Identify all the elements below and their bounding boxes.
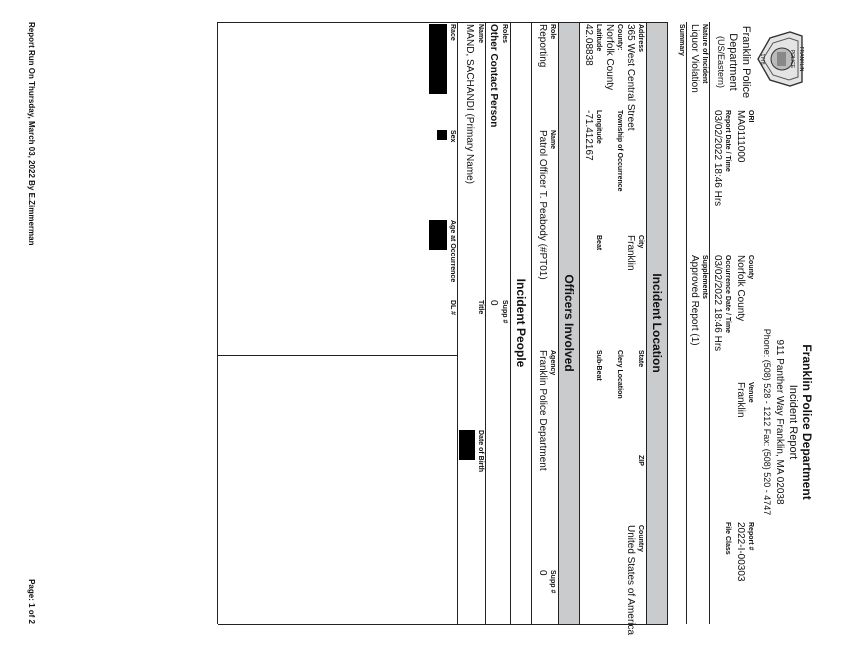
occurrence-datetime-label: Occurrence Date / Time — [724, 255, 731, 334]
clery-location-label: Clery Location — [616, 350, 623, 399]
age-redaction — [429, 220, 447, 250]
side-dept-line2: Department — [727, 33, 739, 91]
report-datetime-value: 03/02/2022 18:46 Hrs — [712, 110, 723, 207]
people-name-value: MAND, SACHANDI (Primary Name) — [464, 24, 475, 185]
nature-label: Nature of Incident — [701, 24, 708, 84]
location-county-value: Norfolk County — [604, 24, 615, 91]
nature-value: Liquor Violation — [689, 24, 700, 93]
officer-supp-label: Supp # — [549, 570, 556, 594]
frame-bottom — [217, 22, 218, 624]
address-label: Address — [637, 24, 644, 53]
address-value: 365 West Central Street — [625, 24, 636, 131]
people-title-label: Title — [477, 300, 484, 315]
side-dept-line1: Franklin Police — [740, 25, 752, 99]
report-number-label: Report # — [747, 522, 754, 551]
report-run-on: Report Run On Thursday, March 03, 2022 By E.Zimmerman — [27, 22, 36, 246]
officers-title: Officers Involved — [562, 274, 576, 372]
occurrence-datetime-value: 03/02/2022 18:46 Hrs — [712, 255, 723, 352]
dl-label: DL # — [449, 300, 456, 316]
divider-summary — [686, 22, 687, 624]
latitude-label: Latitude — [595, 24, 602, 52]
file-class-label: File Class — [724, 522, 731, 555]
ori-label: ORI — [747, 110, 754, 123]
department-address: 911 Panther Way Franklin, MA 02038 — [774, 339, 785, 505]
seal-text-top: FRANKLIN — [798, 46, 804, 72]
divider-people-name — [485, 22, 486, 624]
township-label: Township of Occurrence — [616, 110, 623, 192]
divider-people-race — [457, 22, 458, 624]
officer-agency-value: Franklin Police Department — [537, 350, 548, 471]
officer-name-label: Name — [549, 130, 556, 150]
department-title: Franklin Police Department — [800, 344, 814, 500]
frame-left — [218, 22, 668, 23]
country-label: Country — [637, 525, 644, 552]
longitude-label: Longitude — [595, 110, 602, 144]
venue-label: Venue — [747, 382, 754, 403]
people-supp-value: 0 — [488, 300, 499, 306]
incident-location-title: Incident Location — [650, 273, 664, 373]
officer-role-value: Reporting — [537, 24, 548, 68]
age-label: Age at Occurrence — [449, 220, 456, 283]
people-roles-value: Other Contact Person — [488, 24, 499, 128]
city-label: City — [637, 235, 644, 249]
supplements-value: Approved Report (1) — [689, 255, 700, 346]
longitude-value: -71.412167 — [583, 110, 594, 161]
sex-redaction — [437, 130, 447, 140]
divider-nature — [709, 22, 710, 624]
country-value: United States of America — [625, 525, 636, 636]
dob-label: Date of Birth — [477, 430, 484, 472]
people-name-label: Name — [477, 24, 484, 44]
page-number: Page: 1 of 2 — [27, 579, 36, 624]
zip-label: ZIP — [637, 455, 644, 466]
race-redaction — [429, 24, 447, 94]
people-supp-label: Supp # — [501, 300, 508, 324]
officer-role-label: Role — [549, 24, 556, 40]
seal-text-mid: POLICE — [789, 49, 795, 69]
people-roles-label: Roles — [501, 24, 508, 44]
supplements-label: Supplements — [701, 255, 708, 299]
ori-value: MA0111000 — [735, 110, 746, 163]
frame-right — [218, 624, 668, 625]
beat-label: Beat — [595, 235, 602, 251]
officer-agency-label: Agency — [549, 350, 556, 376]
dob-redaction — [459, 430, 475, 460]
summary-label: Summary — [678, 24, 685, 56]
sub-beat-label: Sub-Beat — [595, 350, 602, 381]
report-datetime-label: Report Date / Time — [724, 110, 731, 172]
location-county-label: County: — [616, 24, 623, 51]
people-column-divider — [218, 355, 458, 356]
city-value: Franklin — [625, 235, 636, 271]
county-value: Norfolk County — [735, 255, 746, 322]
department-seal — [756, 30, 810, 88]
report-number-value: 2022-I-00303 — [735, 522, 746, 582]
seal-text-year: 1778 — [759, 53, 765, 65]
officer-supp-value: 0 — [537, 570, 548, 576]
race-label: Race — [449, 24, 456, 41]
latitude-value: 42.08838 — [583, 24, 594, 66]
county-label: County — [747, 255, 754, 280]
report-type: Incident Report — [787, 384, 799, 460]
state-label: State — [637, 350, 644, 368]
venue-value: Franklin — [735, 382, 746, 418]
sex-label: Sex — [449, 130, 456, 143]
people-title: Incident People — [514, 278, 528, 368]
officer-name-value: Patrol Officer T. Peabody (#PT01) — [537, 130, 548, 280]
department-phone-fax: Phone: (508) 528 - 1212 Fax: (508) 520 - 4747 — [762, 328, 772, 516]
side-timezone: (US/Eastern) — [716, 35, 726, 88]
